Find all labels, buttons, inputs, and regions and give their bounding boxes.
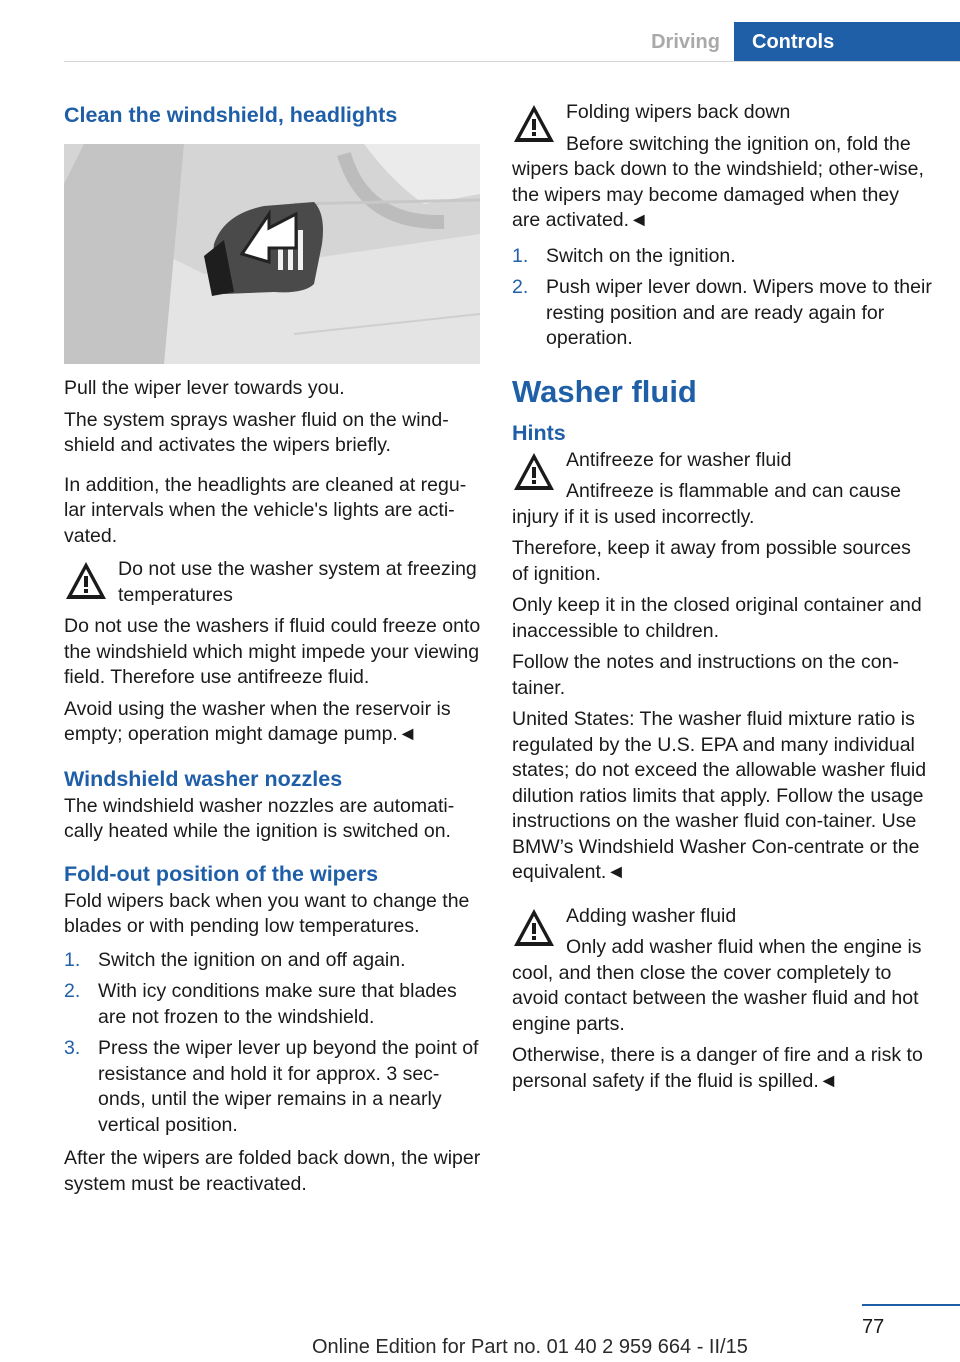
list-item: 1. Switch the ignition on and off again. (64, 948, 406, 971)
warning-antifreeze-text-4: Follow the notes and instructions on the con‐tainer. (512, 651, 899, 699)
heading-fold-out: Fold-out position of the wipers (64, 861, 379, 886)
text-headlights-cleaned: In addition, the headlights are cleaned at regu‐lar intervals when the vehicle's lights are acti‐vated. (64, 473, 467, 547)
warning-folding-title: Folding wipers back down (566, 101, 791, 123)
heading-washer-nozzles: Windshield washer nozzles (64, 766, 343, 791)
heading-hints: Hints (512, 420, 566, 445)
warning-triangle-icon (64, 559, 108, 603)
warning-freezing-text-2: Avoid using the washer when the reservoir is empty; operation might damage pump.◄ (64, 697, 451, 745)
warning-freezing (64, 557, 482, 748)
heading-washer-fluid: Washer fluid (512, 373, 697, 409)
warning-triangle-icon (512, 906, 556, 950)
footer-divider (862, 1304, 960, 1306)
warning-adding-fluid (512, 904, 932, 1095)
warning-antifreeze-text: Antifreeze is flammable and can cause injury if it is used incorrectly. (512, 480, 901, 528)
warning-triangle-icon (512, 102, 556, 146)
warning-antifreeze-text-5: United States: The washer fluid mixture ratio is regulated by the U.S. EPA and many individual states; do not exceed the allowable washer fluid dilution ratios limits that apply. Follow the usage instructions on the washer fluid con‐tainer. Use BMW’s Windshield Washer Con‐centrate or the equivalent.◄ (512, 708, 927, 883)
warning-triangle-icon (512, 450, 556, 494)
header-divider (64, 61, 960, 62)
fold-out-steps (64, 948, 482, 1139)
wiper-lever-image (64, 144, 480, 364)
text-fold-wipers: Fold wipers back when you want to change the blades or with pending low temperatures. (64, 889, 470, 937)
warning-freezing-text: Do not use the washers if fluid could freeze onto the windshield which might impede your viewing field. Therefore use antifreeze fluid. (64, 615, 481, 688)
text-nozzles-heated: The windshield washer nozzles are automati‐cally heated while the ignition is switched on. (64, 794, 455, 842)
header-section: Driving (651, 31, 720, 53)
list-item: 2. Push wiper lever down. Wipers move to their resting position and are ready again for operation. (512, 276, 932, 349)
page-header (637, 22, 960, 62)
text-sprays-fluid: The system sprays washer fluid on the wind‐shield and activates the wipers briefly. (64, 408, 449, 456)
list-item: 1. Switch on the ignition. (512, 244, 736, 267)
right-column (512, 100, 932, 1100)
wiper-lever-illustration (64, 144, 480, 364)
warning-adding-title: Adding washer fluid (566, 904, 737, 927)
heading-clean-windshield: Clean the windshield, headlights (64, 103, 398, 127)
warning-antifreeze-title: Antifreeze for washer fluid (566, 448, 792, 471)
text-pull-lever: Pull the wiper lever towards you. (64, 377, 345, 399)
warning-adding-text: Only add washer fluid when the engine is cool, and then close the cover completely to avoid contact between the washer fluid and hot engine parts. (512, 936, 922, 1035)
resting-position-steps (512, 244, 932, 352)
page-number: 77 (862, 1316, 885, 1338)
list-item: 2. With icy conditions make sure that blades are not frozen to the windshield. (64, 980, 457, 1028)
header-chapter: Controls (734, 22, 960, 62)
warning-antifreeze-text-3: Only keep it in the closed original container and inaccessible to children. (512, 594, 922, 642)
warning-adding-text-2: Otherwise, there is a danger of fire and a risk to personal safety if the fluid is spilled.◄ (512, 1044, 923, 1092)
warning-antifreeze (512, 448, 932, 886)
left-column (64, 100, 482, 1203)
footer-edition: Online Edition for Part no. 01 40 2 959 664 - II/15 (312, 1336, 748, 1358)
list-item: 3. Press the wiper lever up beyond the point of resistance and hold it for approx. 3 sec‐onds, until the wiper remains in a nearly vertical position. (64, 1037, 479, 1136)
text-reactivate: After the wipers are folded back down, the wiper system must be reactivated. (64, 1147, 481, 1195)
warning-folding-text: Before switching the ignition on, fold the wipers back down to the windshield; other‐wise, the wipers may become damaged when they are activated.◄ (512, 132, 924, 231)
warning-antifreeze-text-2: Therefore, keep it away from possible sources of ignition. (512, 537, 911, 585)
warning-folding-back (512, 100, 932, 234)
warning-freezing-title: Do not use the washer system at freezing temperatures (118, 558, 477, 606)
